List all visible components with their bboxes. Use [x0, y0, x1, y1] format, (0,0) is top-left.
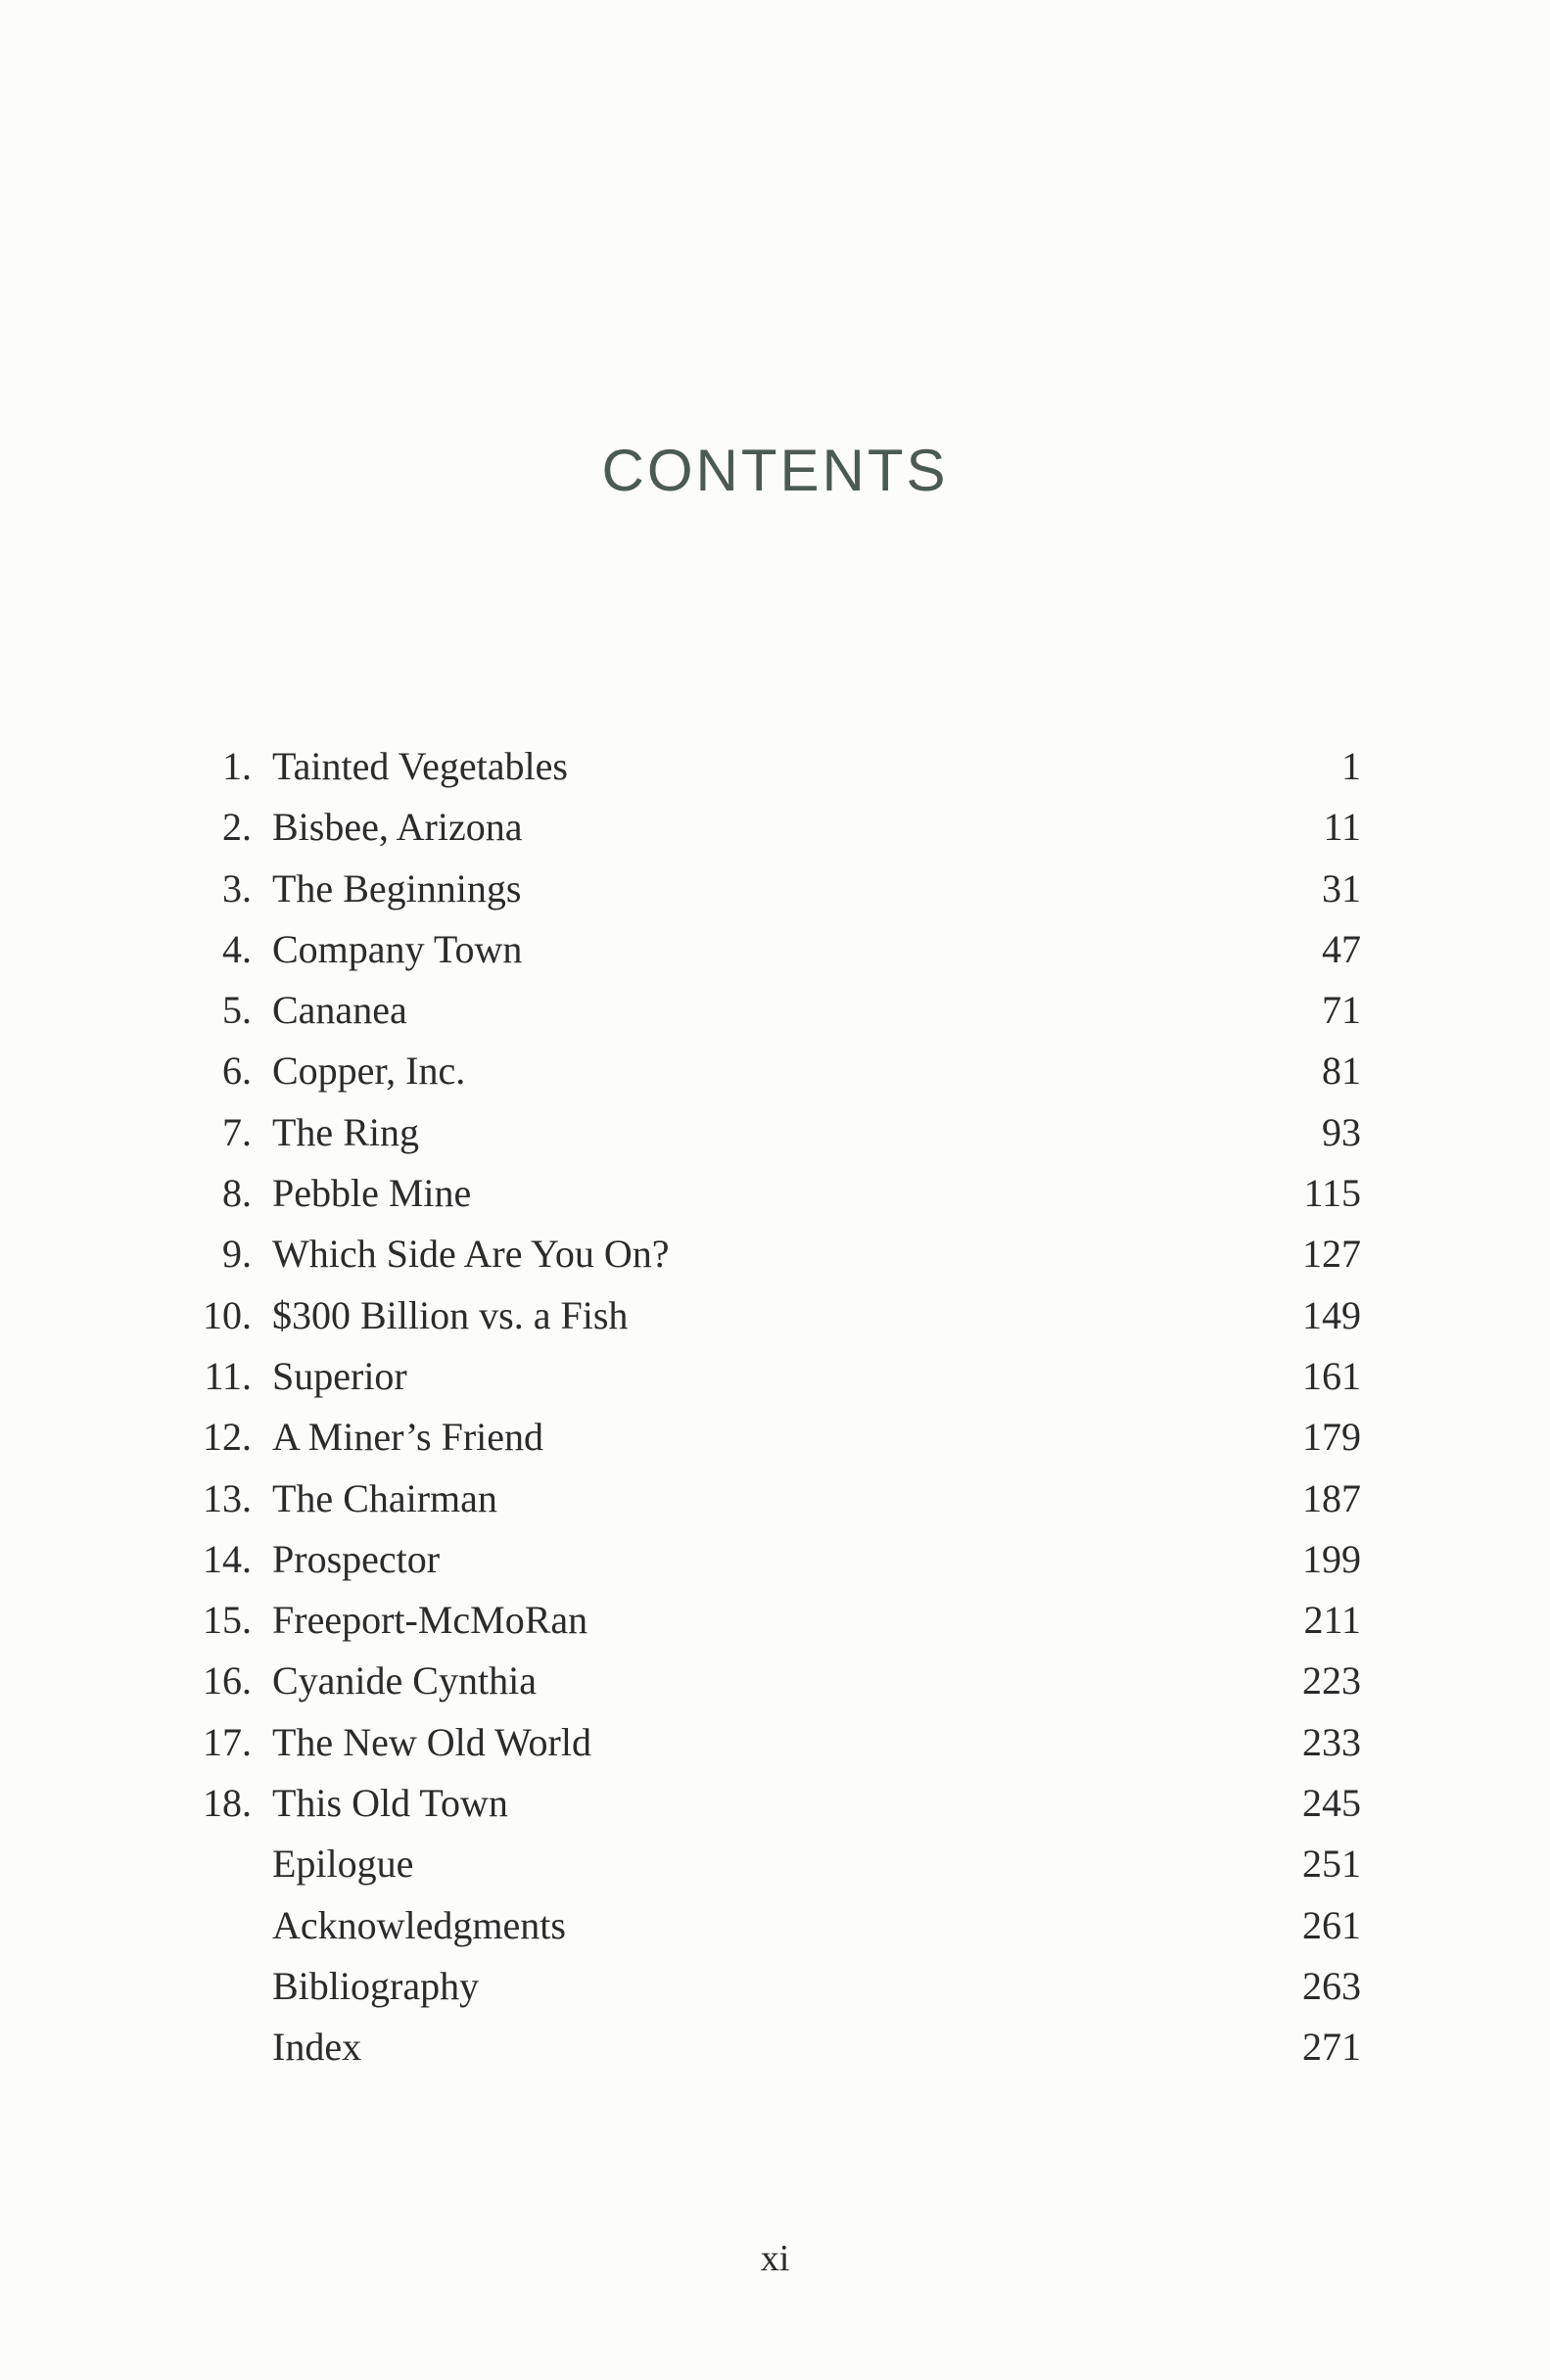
toc-entry-number: 15.	[203, 1598, 252, 1643]
toc-entry-page: 179	[1302, 1415, 1361, 1460]
toc-entry-title: The Beginnings	[272, 865, 522, 910]
toc-entry-number: 4.	[222, 926, 252, 971]
toc-entry	[0, 1590, 1550, 1651]
toc-entry-page: 127	[1302, 1232, 1361, 1277]
toc-entry-number: 11.	[204, 1353, 252, 1398]
toc-entry-title: Index	[272, 2025, 362, 2070]
toc-entry-title: Bibliography	[272, 1963, 480, 2008]
toc-entry-page: 261	[1302, 1902, 1361, 1947]
toc-entry-page: 81	[1322, 1049, 1361, 1094]
toc-entry	[0, 2017, 1550, 2077]
toc-entry-page: 115	[1303, 1171, 1361, 1216]
toc-entry-title: Company Town	[272, 926, 523, 971]
toc-entry	[0, 1834, 1550, 1894]
toc-entry-title: Epilogue	[272, 1842, 414, 1887]
toc-entry	[0, 859, 1550, 919]
toc-entry	[0, 980, 1550, 1041]
toc-entry-number: 5.	[222, 988, 252, 1033]
toc-entry	[0, 1712, 1550, 1773]
toc-entry-title: The Ring	[272, 1109, 419, 1154]
toc-entry	[0, 1895, 1550, 1956]
toc-entry	[0, 1224, 1550, 1284]
page-number: xi	[760, 2238, 790, 2279]
contents-heading: CONTENTS	[601, 438, 949, 503]
toc-entry-page: 187	[1302, 1475, 1361, 1520]
toc-entry-page: 233	[1302, 1719, 1361, 1764]
toc-entry-title: $300 Billion vs. a Fish	[272, 1292, 629, 1337]
toc-entry-title: A Miner’s Friend	[272, 1415, 544, 1460]
toc-entry-page: 161	[1302, 1353, 1361, 1398]
toc-entry	[0, 736, 1550, 797]
toc-entry-number: 8.	[222, 1171, 252, 1216]
toc-entry	[0, 1407, 1550, 1468]
toc-entry-page: 251	[1302, 1842, 1361, 1887]
toc-entry	[0, 1773, 1550, 1834]
toc-entry-page: 93	[1322, 1109, 1361, 1154]
toc-entry-page: 47	[1322, 926, 1361, 971]
toc-entry-page: 149	[1302, 1292, 1361, 1337]
toc-entry	[0, 1956, 1550, 2017]
toc-entry-title: The New Old World	[272, 1719, 591, 1764]
toc-entry-number: 9.	[222, 1232, 252, 1277]
toc-entry-number: 1.	[222, 744, 252, 788]
toc-entry-title: Bisbee, Arizona	[272, 805, 523, 850]
toc-entry-title: Acknowledgments	[272, 1902, 566, 1947]
toc-entry	[0, 1285, 1550, 1346]
toc-entry-number: 16.	[203, 1658, 252, 1703]
toc-entry-number: 17.	[203, 1719, 252, 1764]
table-of-contents	[0, 736, 1550, 2078]
toc-entry-title: Cyanide Cynthia	[272, 1658, 537, 1703]
toc-entry-page: 223	[1302, 1658, 1361, 1703]
toc-entry	[0, 1346, 1550, 1407]
toc-entry	[0, 1102, 1550, 1163]
toc-entry-page: 271	[1302, 2025, 1361, 2070]
toc-entry-title: Copper, Inc.	[272, 1049, 466, 1094]
toc-entry-page: 199	[1302, 1536, 1361, 1581]
toc-entry-page: 1	[1341, 744, 1361, 788]
toc-entry	[0, 919, 1550, 980]
toc-entry-number: 18.	[203, 1781, 252, 1826]
toc-entry-title: The Chairman	[272, 1475, 497, 1520]
toc-entry	[0, 1041, 1550, 1101]
toc-entry	[0, 1529, 1550, 1590]
toc-entry-title: Pebble Mine	[272, 1171, 472, 1216]
toc-entry-title: Freeport-McMoRan	[272, 1598, 588, 1643]
toc-entry-number: 12.	[203, 1415, 252, 1460]
toc-entry-page: 31	[1322, 865, 1361, 910]
toc-entry-number: 2.	[222, 805, 252, 850]
toc-entry-number: 3.	[222, 865, 252, 910]
toc-entry-title: Prospector	[272, 1536, 441, 1581]
toc-entry-page: 245	[1302, 1781, 1361, 1826]
toc-entry-title: Cananea	[272, 988, 407, 1033]
toc-entry-page: 211	[1303, 1598, 1361, 1643]
toc-entry-number: 10.	[203, 1292, 252, 1337]
toc-entry-page: 71	[1322, 988, 1361, 1033]
toc-entry	[0, 797, 1550, 858]
toc-entry-number: 6.	[222, 1049, 252, 1094]
toc-entry-title: Which Side Are You On?	[272, 1232, 670, 1277]
toc-entry	[0, 1651, 1550, 1711]
toc-entry	[0, 1469, 1550, 1529]
toc-entry-page: 263	[1302, 1963, 1361, 2008]
toc-entry-title: Tainted Vegetables	[272, 744, 568, 788]
toc-entry-title: This Old Town	[272, 1781, 508, 1826]
toc-entry-number: 14.	[203, 1536, 252, 1581]
toc-entry	[0, 1163, 1550, 1224]
toc-entry-title: Superior	[272, 1353, 407, 1398]
toc-entry-number: 13.	[203, 1475, 252, 1520]
toc-entry-number: 7.	[222, 1109, 252, 1154]
toc-entry-page: 11	[1323, 805, 1361, 850]
